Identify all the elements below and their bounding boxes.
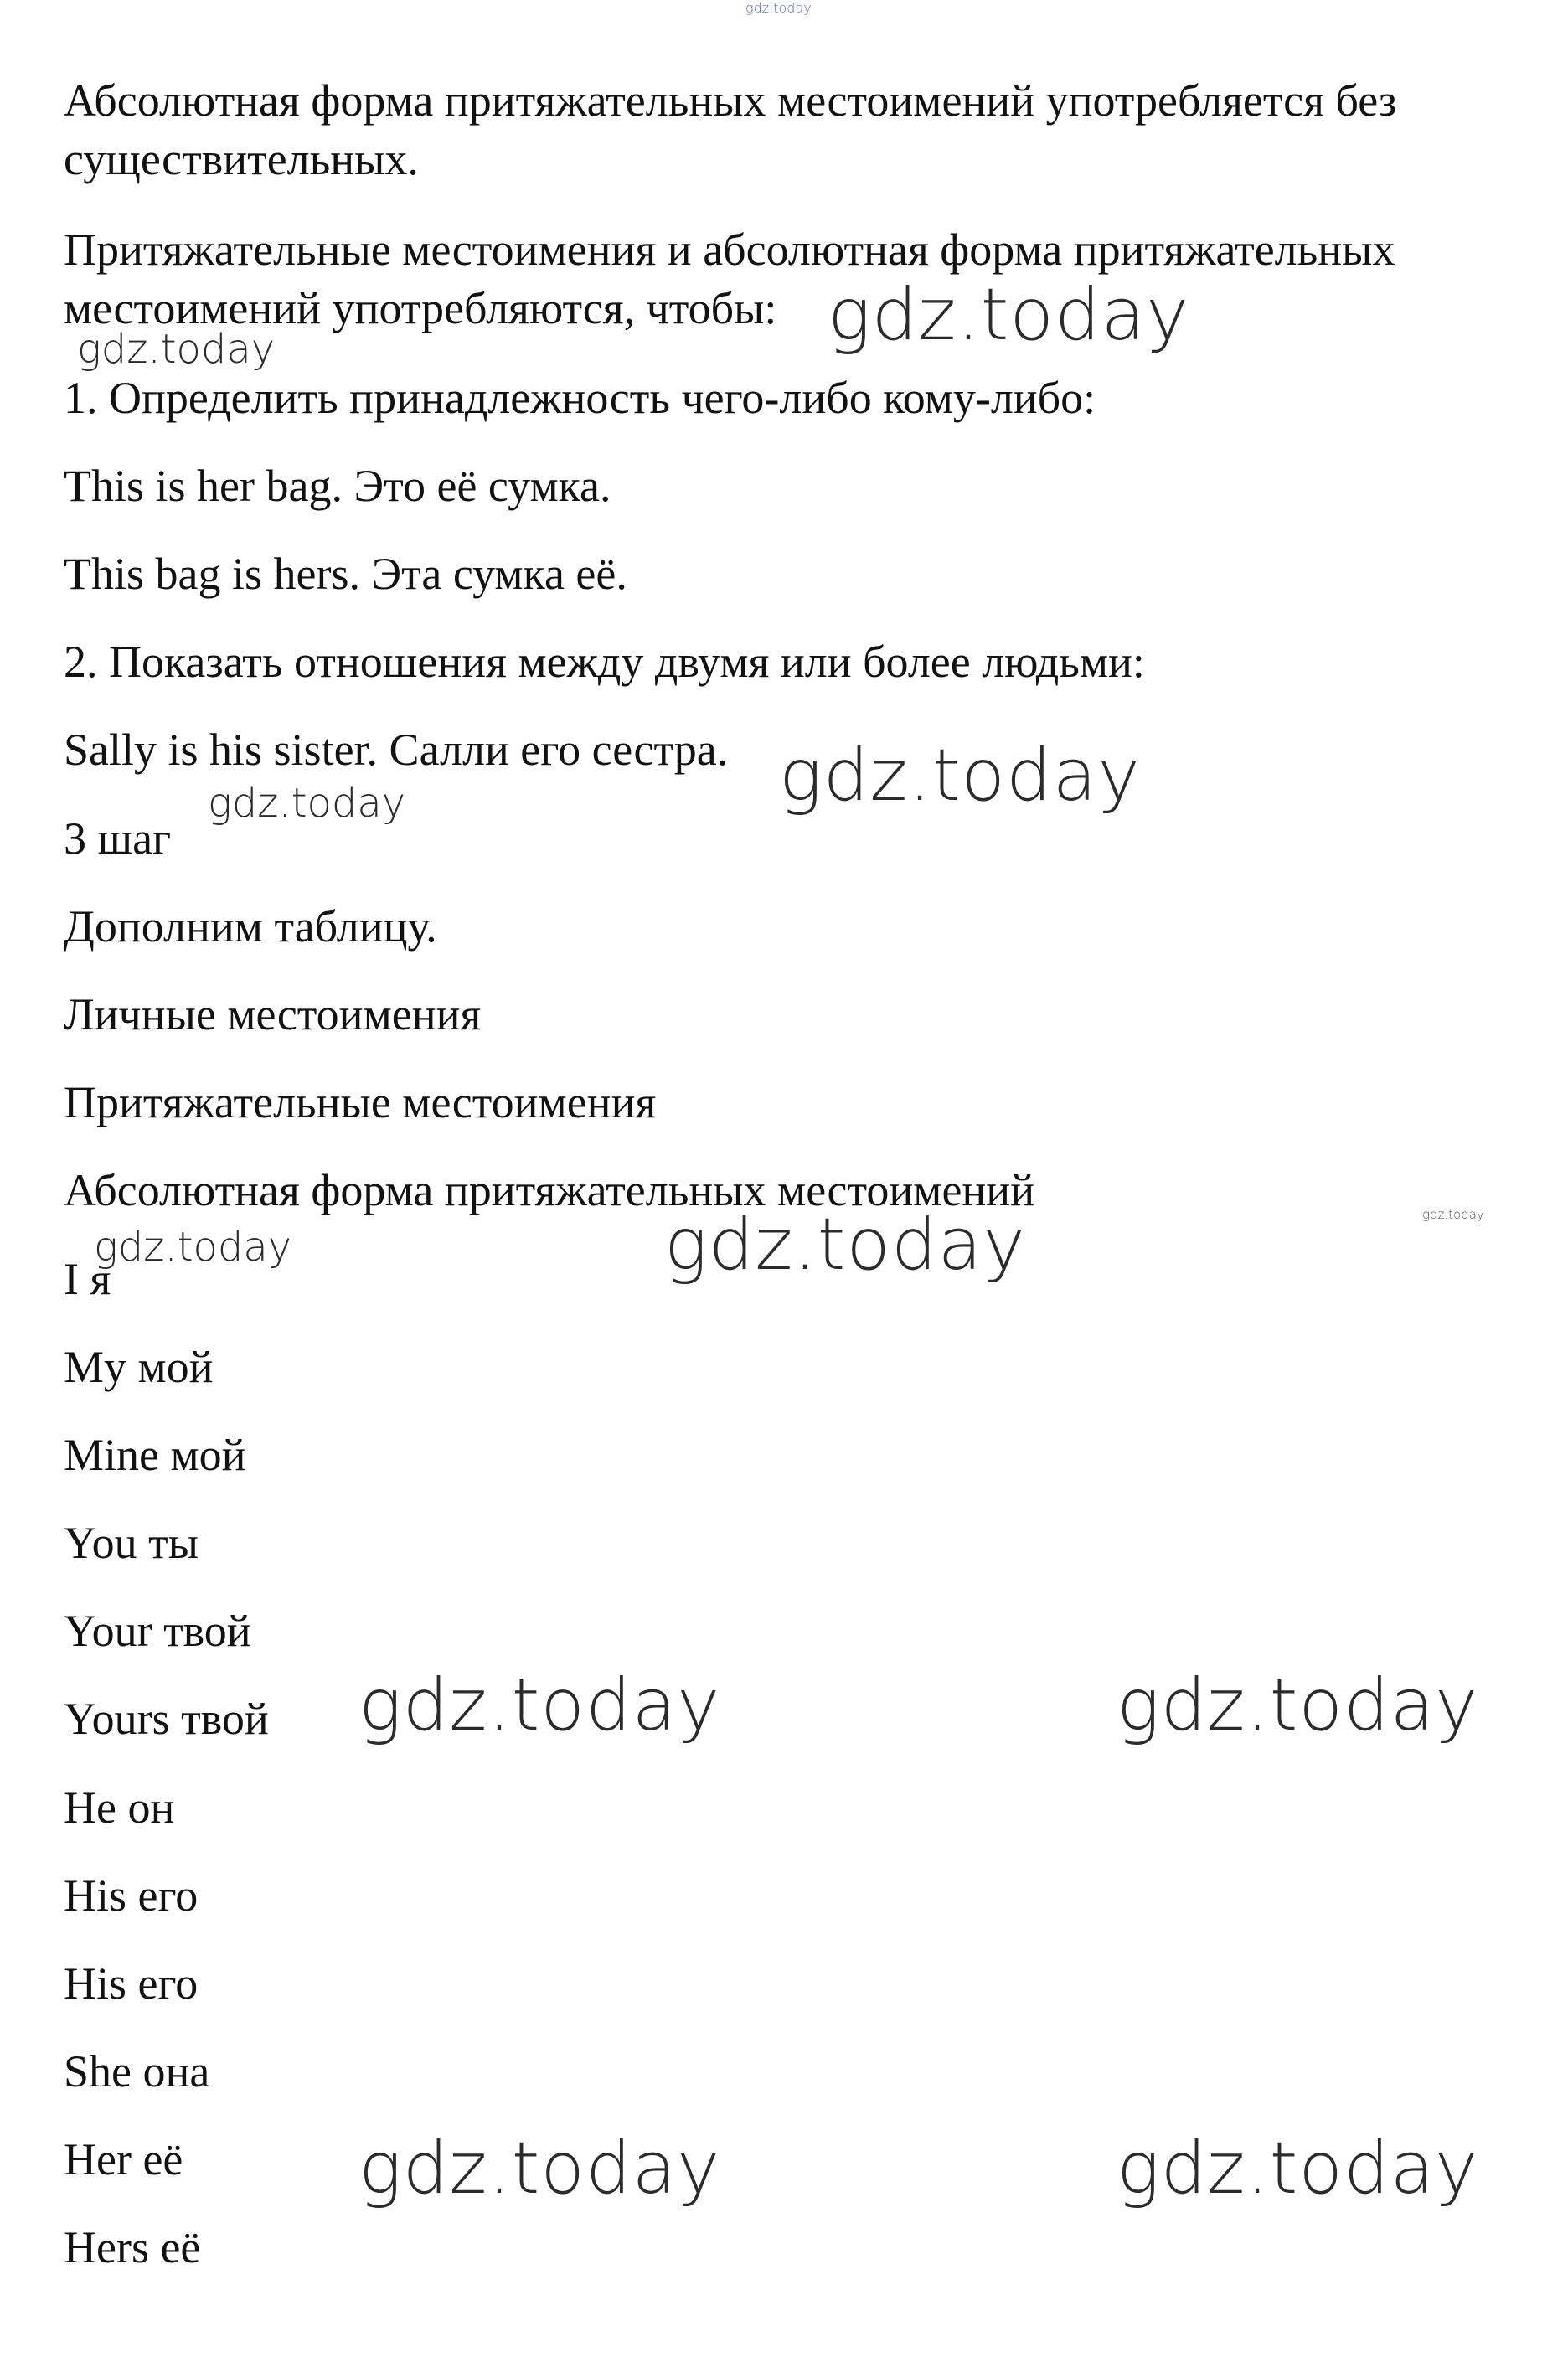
watermark: gdz.today [828,273,1190,357]
table-cell: Your твой [64,1606,251,1656]
table-cell: His его [64,1870,199,1921]
watermark: gdz.today [1117,2127,1479,2210]
watermark: gdz.today [1422,1207,1484,1222]
list-item: 2. Показать отношения между двумя или более людьми: [64,637,1145,687]
paragraph-line: Притяжательные местоимения и абсолютная форма притяжательных [64,224,1395,275]
paragraph-line: Абсолютная форма притяжательных местоимений употребляется без [64,75,1397,126]
watermark: gdz.today [664,1203,1027,1287]
watermark: gdz.today [208,780,406,827]
table-cell: You ты [64,1518,199,1568]
table-cell: He он [64,1782,175,1833]
example-line: This bag is hers. Эта сумка её. [64,549,627,599]
table-cell: My мой [64,1342,214,1392]
table-cell: His его [64,1958,199,2009]
watermark: gdz.today [358,1663,721,1747]
table-cell: Yours твой [64,1694,269,1744]
paragraph-line: Дополним таблицу. [64,901,437,952]
example-line: Sally is his sister. Салли его сестра. [64,725,729,775]
table-header: Личные местоимения [64,989,482,1039]
example-line: This is her bag. Это её сумка. [64,461,611,511]
watermark: gdz.today [358,2127,721,2210]
watermark: gdz.today [779,734,1142,817]
watermark: gdz.today [77,326,276,373]
table-cell: Her её [64,2134,183,2184]
list-item: 1. Определить принадлежность чего-либо кому-либо: [64,373,1096,423]
table-cell: Hers её [64,2222,201,2272]
watermark: gdz.today [1117,1663,1479,1747]
paragraph-line: существительных. [64,134,419,184]
watermark: gdz.today [745,0,812,16]
table-cell: Mine мой [64,1430,246,1480]
table-cell: She она [64,2046,210,2097]
table-header: Притяжательные местоимения [64,1077,657,1127]
table-cell: I я [64,1254,111,1304]
paragraph-line: местоимений употребляются, чтобы: [64,283,777,333]
table-header: Абсолютная форма притяжательных местоимений [64,1165,1035,1215]
step-heading: 3 шаг [64,813,172,864]
watermark: gdz.today [94,1224,292,1271]
